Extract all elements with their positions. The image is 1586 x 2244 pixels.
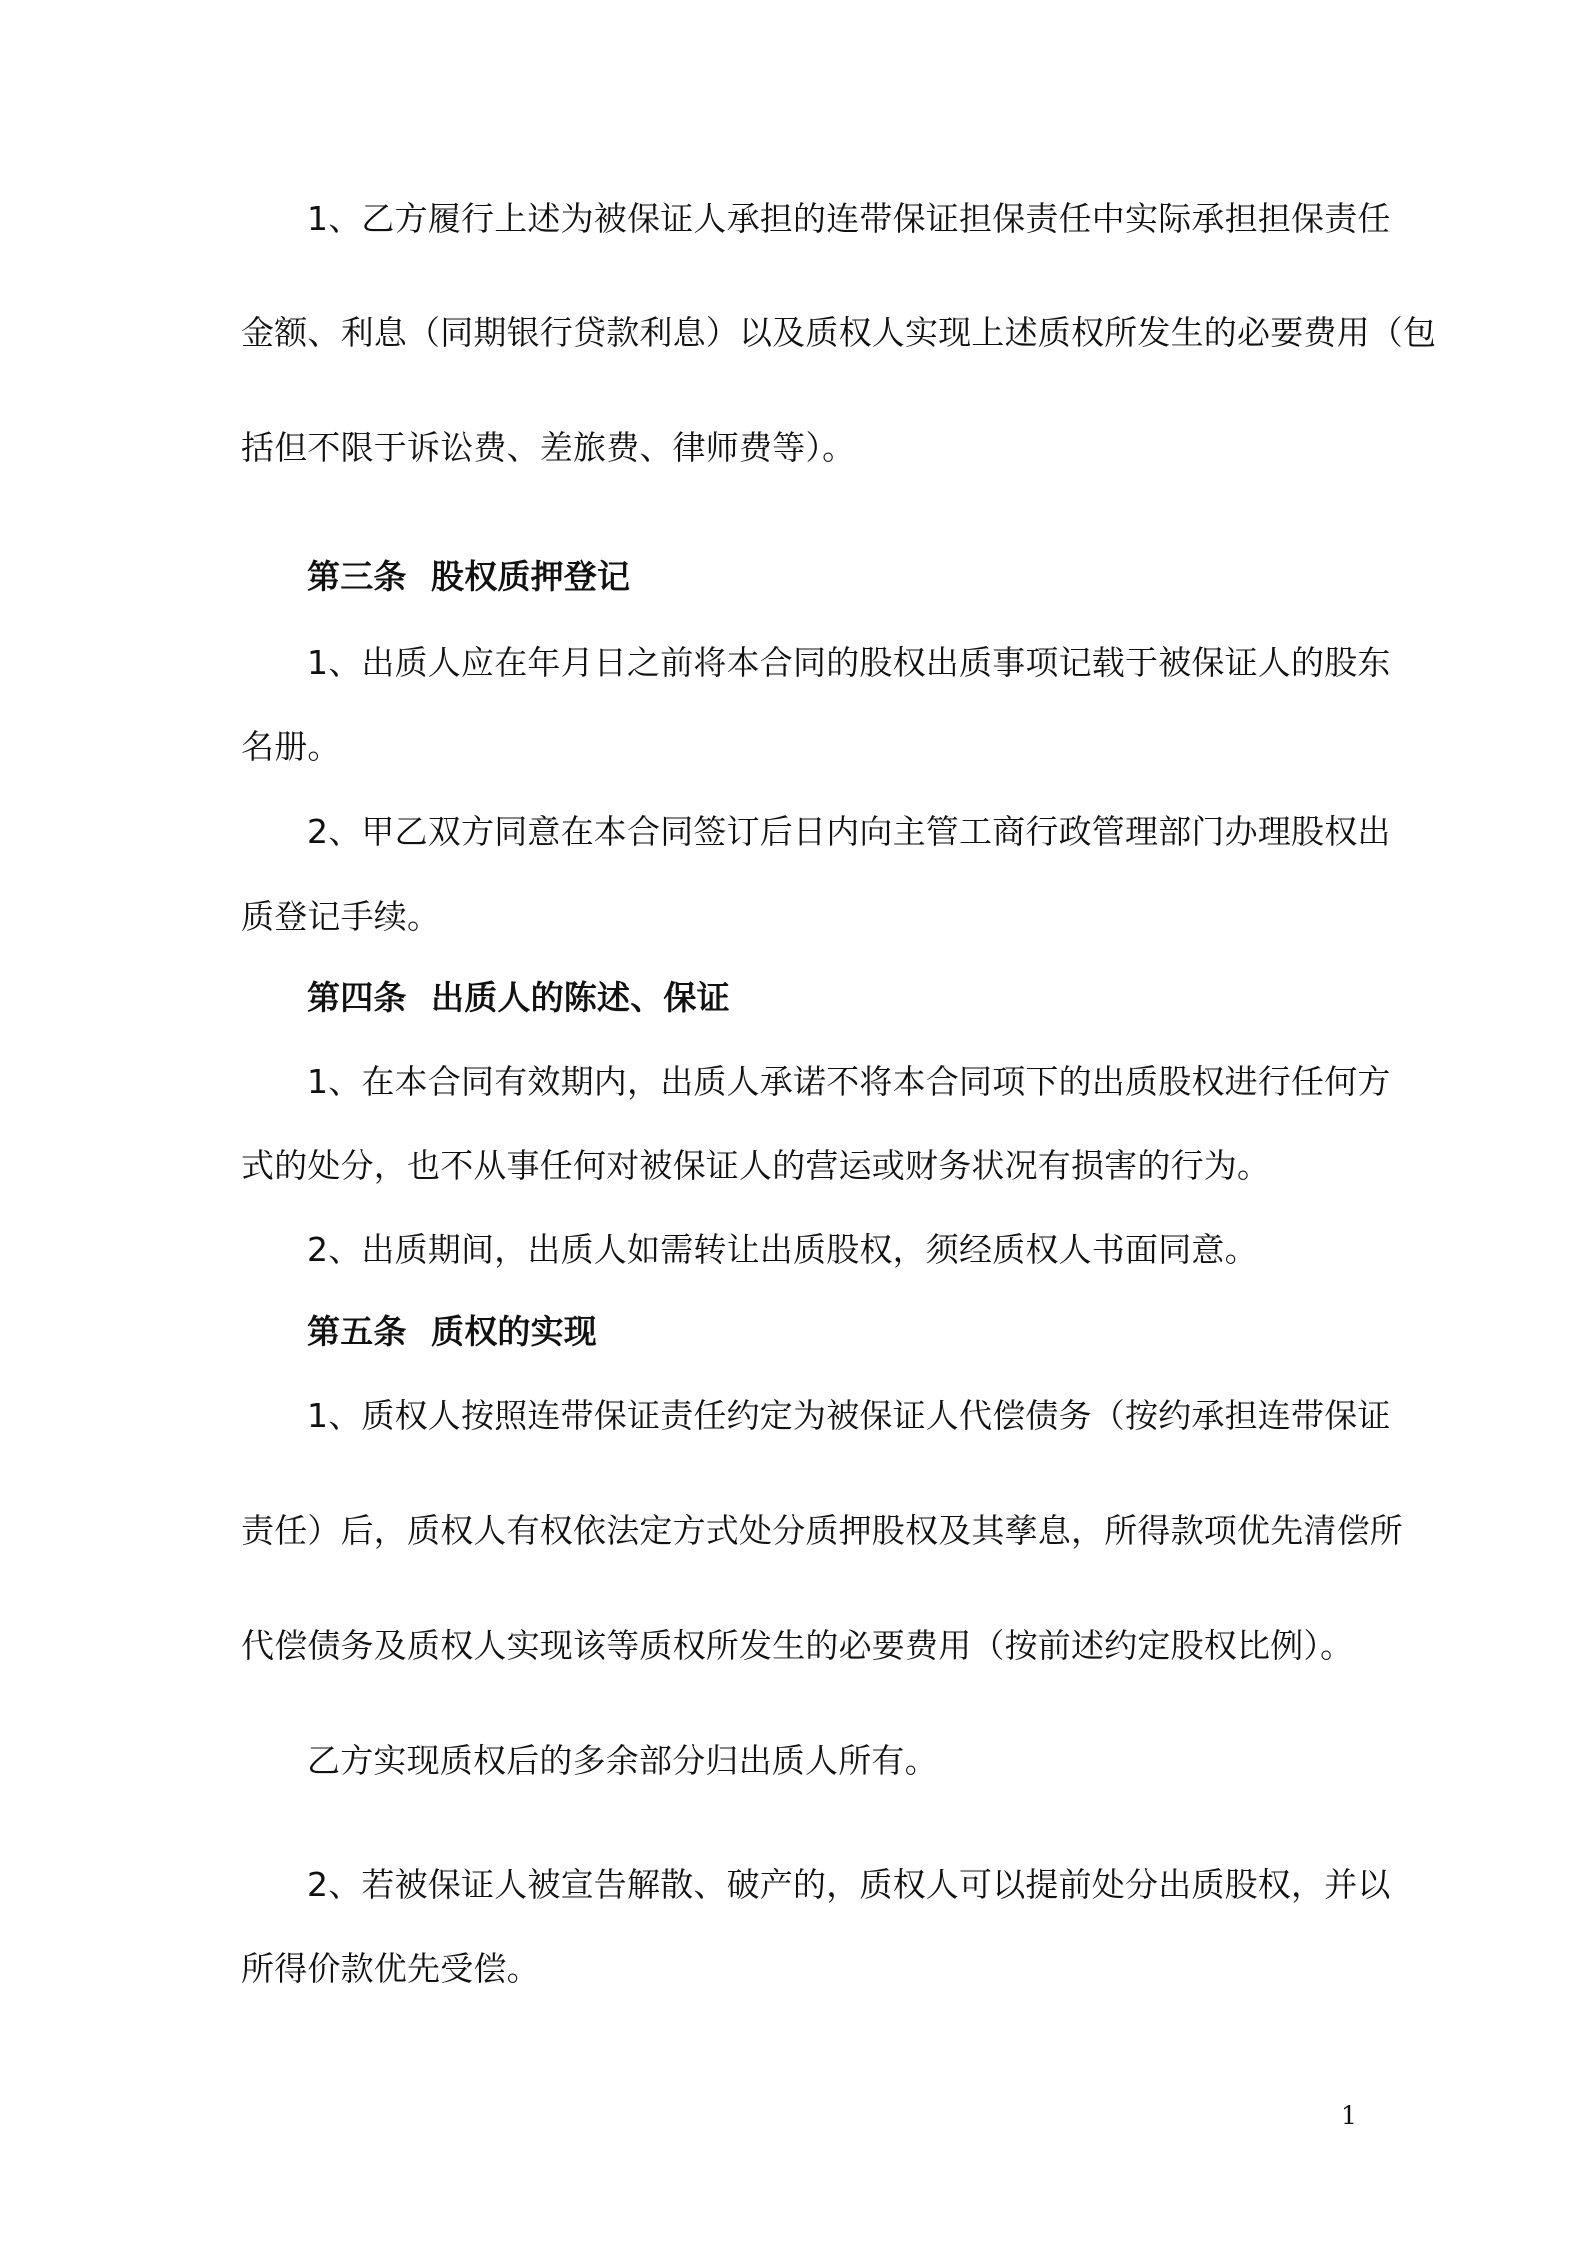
article-heading: [307, 1312, 597, 1352]
paragraph-line: 式的处分，也不从事任何对被保证人的营运或财务状况有损害的行为。: [241, 1146, 1271, 1185]
paragraph-line: 1、出质人应在年月日之前将本合同的股权出质事项记载于被保证人的股东: [307, 643, 1391, 682]
paragraph-line: 所得价款优先受偿。: [241, 1949, 540, 1988]
paragraph-line: 质登记手续。: [241, 897, 441, 936]
article-number: 第四条: [307, 978, 407, 1017]
paragraph-line: 2、若被保证人被宣告解散、破产的，质权人可以提前处分出质股权，并以: [307, 1865, 1391, 1904]
page-number: 1: [1341, 2101, 1357, 2130]
paragraph-line: 乙方实现质权后的多余部分归出质人所有。: [307, 1741, 938, 1780]
paragraph-line: 金额、利息（同期银行贷款利息）以及质权人实现上述质权所发生的必要费用（包: [241, 313, 1437, 352]
paragraph-line: 1、在本合同有效期内，出质人承诺不将本合同项下的出质股权进行任何方: [307, 1062, 1391, 1101]
paragraph-line: 代偿债务及质权人实现该等质权所发生的必要费用（按前述约定股权比例）。: [241, 1626, 1354, 1665]
paragraph-line: 2、出质期间，出质人如需转让出质股权，须经质权人书面同意。: [307, 1230, 1258, 1269]
paragraph-line: 1、乙方履行上述为被保证人承担的连带保证担保责任中实际承担担保责任: [307, 199, 1391, 238]
paragraph-line: 名册。: [241, 727, 341, 766]
article-title: 出质人的陈述、保证: [431, 978, 730, 1017]
article-heading: [307, 978, 730, 1018]
article-heading: [307, 557, 630, 597]
paragraph-line: 2、甲乙双方同意在本合同签订后日内向主管工商行政管理部门办理股权出: [307, 812, 1391, 851]
article-number: 第三条: [307, 557, 407, 596]
article-title: 质权的实现: [431, 1312, 597, 1351]
paragraph-line: 括但不限于诉讼费、差旅费、律师费等）。: [241, 428, 856, 467]
paragraph-line: 1、质权人按照连带保证责任约定为被保证人代偿债务（按约承担连带保证: [307, 1396, 1391, 1435]
article-title: 股权质押登记: [431, 557, 631, 596]
article-number: 第五条: [307, 1312, 407, 1351]
paragraph-line: 责任）后，质权人有权依法定方式处分质押股权及其孳息，所得款项优先清偿所: [241, 1511, 1403, 1550]
